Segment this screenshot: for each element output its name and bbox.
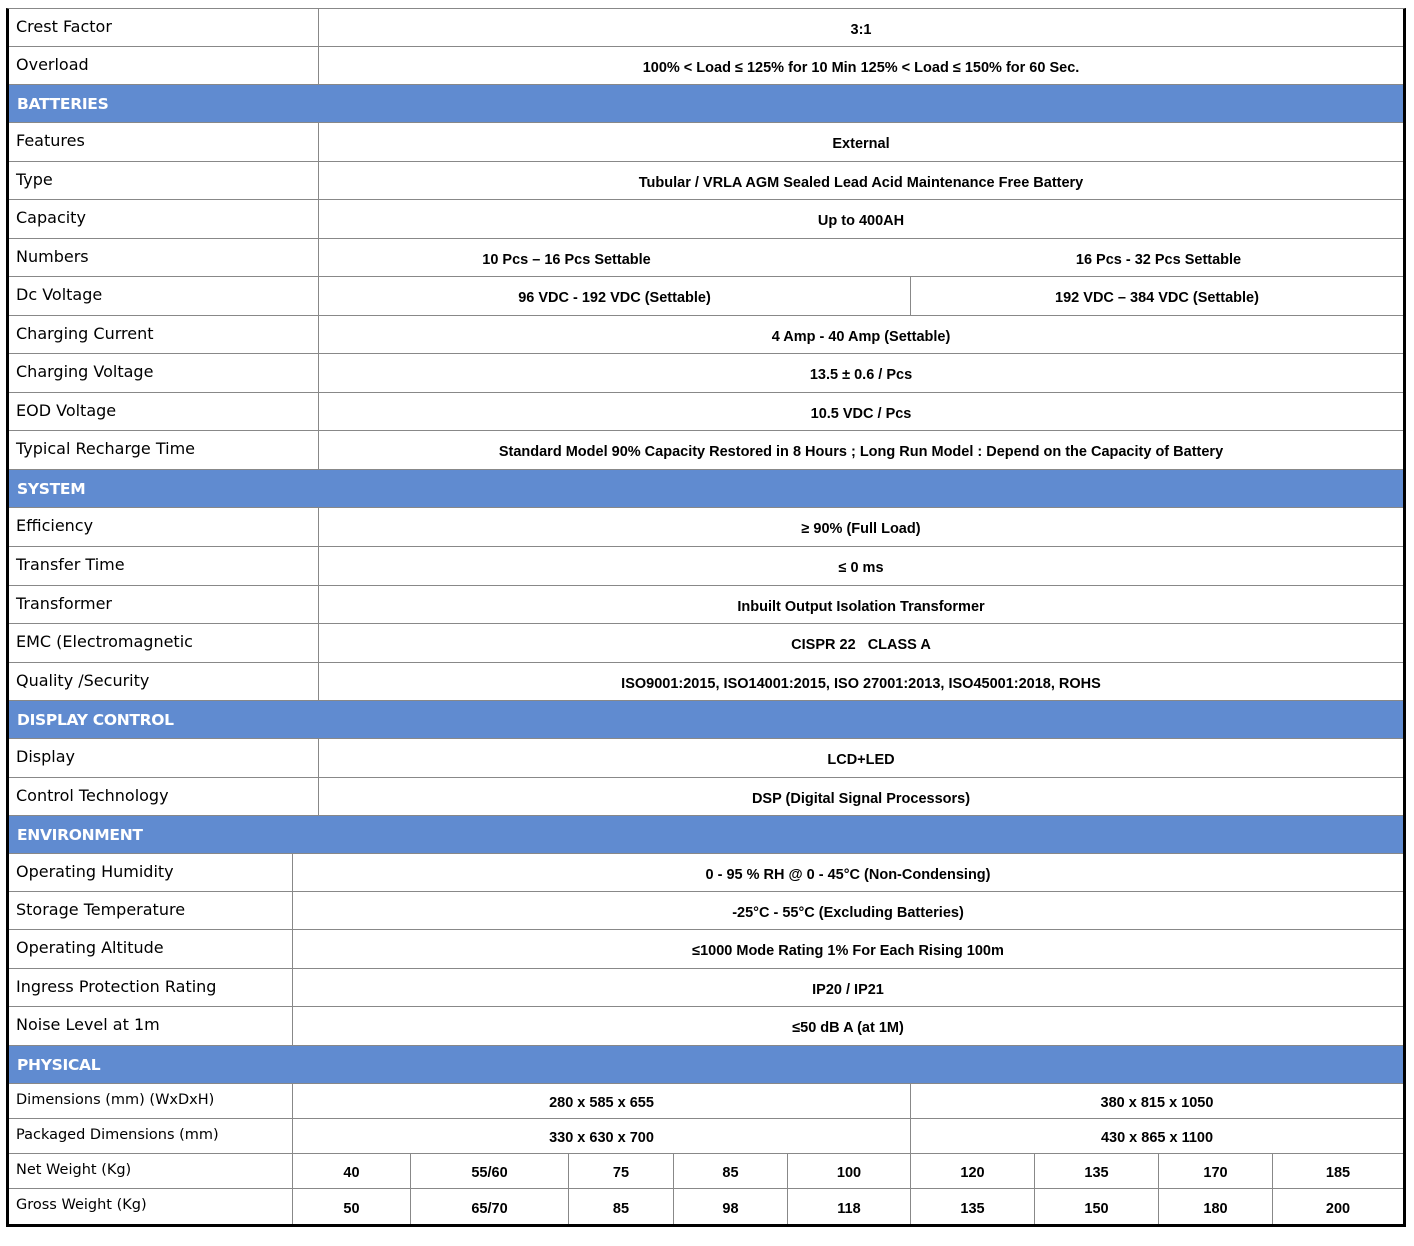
row-label: Ingress Protection Rating — [9, 969, 293, 1006]
row-label: Operating Humidity — [9, 854, 293, 891]
row-value-b: 430 x 865 x 1100 — [1100, 1130, 1214, 1146]
row-operating-altitude — [9, 930, 1403, 969]
weight-cell: 50 — [293, 1189, 411, 1224]
weight-cell: 118 — [788, 1189, 911, 1224]
row-recharge-time — [9, 431, 1403, 470]
row-value: External — [832, 136, 890, 152]
row-value-a: 96 VDC - 192 VDC (Settable) — [319, 277, 911, 315]
row-value: 10.5 VDC / Pcs — [810, 405, 912, 422]
row-features — [9, 123, 1403, 162]
row-label: Control Technology — [9, 778, 319, 815]
section-header-display-control: DISPLAY CONTROL — [9, 701, 1403, 739]
row-dc-voltage — [9, 277, 1403, 316]
row-label: EMC (Electromagnetic — [9, 624, 319, 662]
row-label: Type — [9, 162, 319, 199]
row-label: Numbers — [9, 239, 319, 276]
row-type — [9, 162, 1403, 200]
row-label: Features — [9, 123, 319, 161]
row-noise-level — [9, 1007, 1403, 1046]
weight-cell: 100 — [788, 1154, 911, 1188]
row-gross-weight — [9, 1189, 1403, 1224]
row-dimensions — [9, 1084, 1403, 1119]
row-value: Tubular / VRLA AGM Sealed Lead Acid Maintenance Free Battery — [638, 174, 1084, 191]
row-label: Overload — [9, 47, 319, 84]
weight-cell: 200 — [1325, 1200, 1351, 1217]
row-label: Typical Recharge Time — [9, 431, 319, 469]
row-operating-humidity — [9, 854, 1403, 892]
row-control-technology — [9, 778, 1403, 816]
row-eod-voltage — [9, 393, 1403, 431]
row-packaged-dimensions — [9, 1119, 1403, 1154]
row-value: Standard Model 90% Capacity Restored in 8 Hours ; Long Run Model : Depend on the Capacity of Battery — [498, 444, 1224, 460]
row-ingress-protection — [9, 969, 1403, 1007]
weight-cell: 135 — [911, 1189, 1035, 1224]
section-header-batteries: BATTERIES — [9, 85, 1403, 123]
row-net-weight — [9, 1154, 1403, 1189]
weight-cell: 85 — [674, 1154, 788, 1188]
row-value: ≤50 dB A (at 1M) — [792, 1020, 904, 1036]
row-label: Capacity — [9, 200, 319, 238]
row-display — [9, 739, 1403, 778]
section-header-physical: PHYSICAL — [9, 1046, 1403, 1084]
row-value: Up to 400AH — [817, 213, 905, 229]
row-numbers — [9, 239, 1403, 277]
weight-cell: 170 — [1159, 1154, 1273, 1188]
row-efficiency — [9, 508, 1403, 547]
weight-cell: 135 — [1035, 1154, 1159, 1188]
spec-table — [6, 8, 1406, 1227]
row-label: Noise Level at 1m — [9, 1007, 293, 1045]
row-capacity — [9, 200, 1403, 239]
row-label: Gross Weight (Kg) — [9, 1189, 293, 1224]
row-value: 100% < Load ≤ 125% for 10 Min 125% < Load ≤ 150% for 60 Sec. — [642, 59, 1080, 76]
section-header-environment: ENVIRONMENT — [9, 816, 1403, 854]
row-label: Net Weight (Kg) — [9, 1154, 293, 1188]
row-label: Efficiency — [9, 508, 319, 546]
row-value: DSP (Digital Signal Processors) — [751, 790, 971, 807]
weight-cell: 40 — [293, 1154, 411, 1188]
weight-cell: 98 — [674, 1189, 788, 1224]
row-label: Charging Current — [9, 316, 319, 353]
row-label: Quality /Security — [9, 663, 319, 700]
row-value: 0 - 95 % RH @ 0 - 45°C (Non-Condensing) — [705, 866, 991, 883]
row-value: -25°C - 55°C (Excluding Batteries) — [732, 904, 964, 921]
section-header-system: SYSTEM — [9, 470, 1403, 508]
row-value-a: 280 x 585 x 655 — [293, 1084, 911, 1118]
row-label: Display — [9, 739, 319, 777]
row-overload — [9, 47, 1403, 85]
row-value: ≥ 90% (Full Load) — [801, 521, 921, 537]
row-label: Operating Altitude — [9, 930, 293, 968]
row-value: ≤ 0 ms — [838, 560, 884, 576]
row-label: EOD Voltage — [9, 393, 319, 430]
row-value-a: 10 Pcs – 16 Pcs Settable — [482, 251, 651, 268]
row-value: IP20 / IP21 — [812, 981, 884, 998]
row-label: Storage Temperature — [9, 892, 293, 929]
row-value-a: 330 x 630 x 700 — [293, 1119, 911, 1153]
row-value-b: 192 VDC – 384 VDC (Settable) — [1055, 290, 1259, 306]
row-emc — [9, 624, 1403, 663]
row-value: Inbuilt Output Isolation Transformer — [737, 598, 985, 615]
row-value: CISPR 22 CLASS A — [791, 637, 931, 653]
weight-cell: 85 — [569, 1189, 674, 1224]
weight-cell: 120 — [911, 1154, 1035, 1188]
row-label: Transfer Time — [9, 547, 319, 585]
row-transfer-time — [9, 547, 1403, 586]
row-value: 4 Amp - 40 Amp (Settable) — [771, 328, 951, 345]
row-label: Charging Voltage — [9, 354, 319, 392]
row-value: 3:1 — [850, 21, 872, 38]
row-value: ISO9001:2015, ISO14001:2015, ISO 27001:2013, ISO45001:2018, ROHS — [621, 675, 1101, 692]
row-storage-temperature — [9, 892, 1403, 930]
row-crest-factor — [9, 9, 1403, 47]
weight-cell: 180 — [1159, 1189, 1273, 1224]
row-value-b: 16 Pcs - 32 Pcs Settable — [1075, 251, 1242, 268]
row-value: 13.5 ± 0.6 / Pcs — [809, 367, 913, 383]
row-value: LCD+LED — [827, 752, 895, 768]
weight-cell: 75 — [569, 1154, 674, 1188]
row-label: Transformer — [9, 586, 319, 623]
weight-cell: 65/70 — [411, 1189, 569, 1224]
row-transformer — [9, 586, 1403, 624]
row-charging-voltage — [9, 354, 1403, 393]
row-quality-security — [9, 663, 1403, 701]
weight-cell: 150 — [1035, 1189, 1159, 1224]
row-charging-current — [9, 316, 1403, 354]
weight-cell: 185 — [1325, 1165, 1351, 1181]
row-value-b: 380 x 815 x 1050 — [1100, 1095, 1214, 1111]
row-value: ≤1000 Mode Rating 1% For Each Rising 100m — [692, 943, 1004, 959]
row-label: Packaged Dimensions (mm) — [9, 1119, 293, 1153]
row-label: Crest Factor — [9, 9, 319, 46]
weight-cell: 55/60 — [411, 1154, 569, 1188]
row-label: Dc Voltage — [9, 277, 319, 315]
row-label: Dimensions (mm) (WxDxH) — [9, 1084, 293, 1118]
